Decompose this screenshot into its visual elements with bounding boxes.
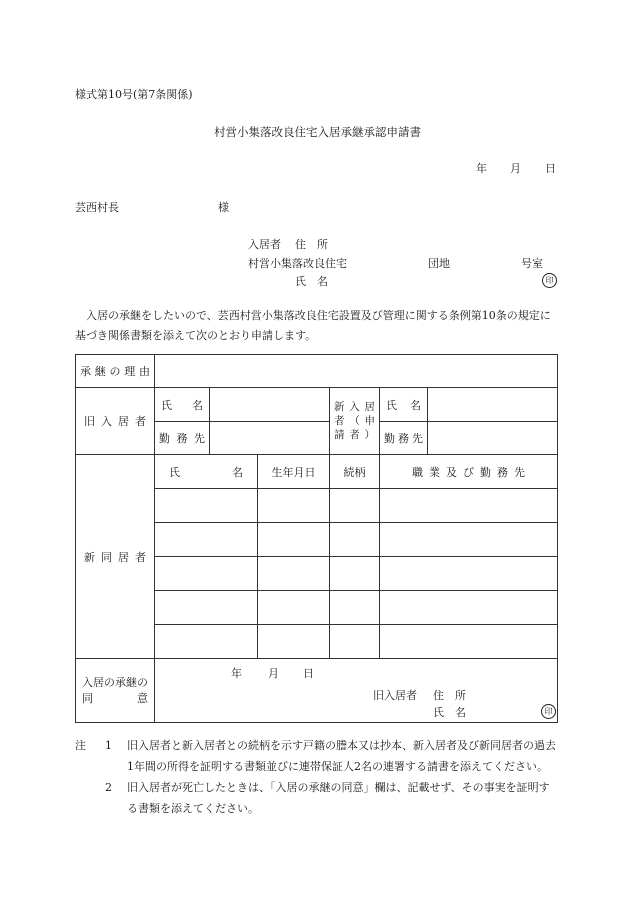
request-statement: 入居の承継をしたいので、芸西村営小集落改良住宅設置及び管理に関する条例第10条の規定に基づき関係書類を添えて次のとおり申請します。 xyxy=(75,309,551,342)
cohabitant-relation-cell[interactable] xyxy=(330,557,380,591)
old-resident-name-label: 氏 名 xyxy=(155,388,210,422)
consent-resident-label: 旧入居者 xyxy=(373,689,417,702)
addressee: 芸西村長 xyxy=(75,201,119,214)
application-table xyxy=(75,354,558,723)
note-item xyxy=(75,735,557,777)
reason-field[interactable] xyxy=(155,355,558,388)
cohabitant-name-cell[interactable] xyxy=(155,523,258,557)
applicant-room-label: 号室 xyxy=(521,257,543,270)
notes xyxy=(75,735,557,819)
cohabitant-occupation-cell[interactable] xyxy=(380,591,558,625)
seal-icon: 印 xyxy=(542,273,557,288)
old-resident-workplace-label: 勤務先 xyxy=(155,422,210,455)
cohabitant-occupation-cell[interactable] xyxy=(380,489,558,523)
honorific: 様 xyxy=(218,201,229,214)
page-title: 村営小集落改良住宅入居承継承認申請書 xyxy=(214,125,421,139)
cohabitant-birth-cell[interactable] xyxy=(258,523,330,557)
cohabitant-relation-cell[interactable] xyxy=(330,523,380,557)
new-resident-workplace-field[interactable] xyxy=(428,422,558,455)
form-number: 様式第10号(第7条関係) xyxy=(75,88,193,101)
note-number: 2 xyxy=(105,781,112,794)
new-resident-workplace-label: 勤務先 xyxy=(380,422,428,455)
note-number: 1 xyxy=(105,739,112,752)
cohabitant-birth-cell[interactable] xyxy=(258,557,330,591)
consent-name-label: 氏 名 xyxy=(433,706,466,719)
applicant-housing-name: 村営小集落改良住宅 xyxy=(248,257,347,270)
cohabitant-relation-cell[interactable] xyxy=(330,625,380,659)
seal-icon: 印 xyxy=(541,704,556,719)
applicant-danchi-label: 団地 xyxy=(428,257,450,270)
cohabitant-name-cell[interactable] xyxy=(155,557,258,591)
cohabitant-occupation-cell[interactable] xyxy=(380,557,558,591)
cohabitant-name-cell[interactable] xyxy=(155,625,258,659)
cohabitant-relation-cell[interactable] xyxy=(330,489,380,523)
cohabitant-occupation-cell[interactable] xyxy=(380,625,558,659)
cohabitants-label: 新同居者 xyxy=(76,455,155,659)
date-day-label: 日 xyxy=(545,162,556,175)
consent-month-label: 月 xyxy=(268,667,279,680)
consent-label: 入居の承継の同意 xyxy=(76,659,155,723)
cohabitant-relation-cell[interactable] xyxy=(330,591,380,625)
cohabitant-birth-cell[interactable] xyxy=(258,489,330,523)
note-item xyxy=(75,777,557,819)
date-year-label: 年 xyxy=(476,162,487,175)
applicant-name-label: 氏 名 xyxy=(295,275,328,288)
consent-year-label: 年 xyxy=(231,667,242,680)
consent-day-label: 日 xyxy=(303,667,314,680)
old-resident-label: 旧入居者 xyxy=(76,388,155,455)
consent-field[interactable] xyxy=(155,659,558,723)
new-resident-label: 新入居者（申請者） xyxy=(330,388,380,455)
notes-prefix: 注 xyxy=(75,739,86,752)
old-resident-workplace-field[interactable] xyxy=(210,422,330,455)
cohabitant-name-cell[interactable] xyxy=(155,489,258,523)
note-text: 旧入居者が死亡したときは、「入居の承継の同意」欄は、記載せず、その事実を証明する書類を添えてください。 xyxy=(127,781,550,815)
cohabitant-birth-cell[interactable] xyxy=(258,591,330,625)
reason-label: 承継の理由 xyxy=(76,355,155,388)
new-resident-name-label: 氏 名 xyxy=(380,388,428,422)
col-birth-header: 生年月日 xyxy=(258,455,330,489)
applicant-label: 入居者 xyxy=(248,238,281,251)
note-text: 旧入居者と新入居者との続柄を示す戸籍の謄本又は抄本、新入居者及び新同居者の過去1年間の所得を証明する書類並びに連帯保証人2名の連署する請書を添えてください。 xyxy=(127,739,556,773)
new-resident-name-field[interactable] xyxy=(428,388,558,422)
date-month-label: 月 xyxy=(510,162,521,175)
cohabitant-name-cell[interactable] xyxy=(155,591,258,625)
consent-address-label: 住 所 xyxy=(433,689,466,702)
col-name-header: 氏 名 xyxy=(155,455,258,489)
cohabitant-occupation-cell[interactable] xyxy=(380,523,558,557)
applicant-address-label: 住 所 xyxy=(295,238,328,251)
cohabitant-birth-cell[interactable] xyxy=(258,625,330,659)
col-occupation-header: 職業及び勤務先 xyxy=(380,455,558,489)
col-relation-header: 続柄 xyxy=(330,455,380,489)
old-resident-name-field[interactable] xyxy=(210,388,330,422)
